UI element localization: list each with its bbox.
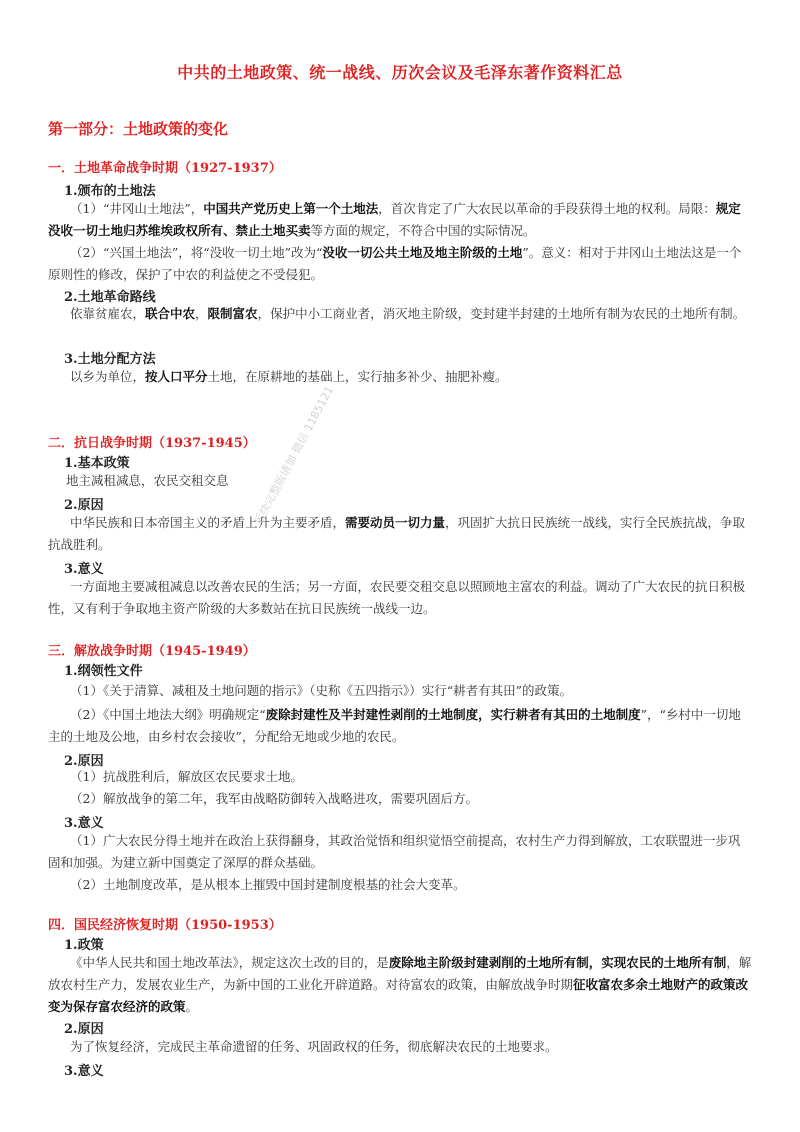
section-3-heading: 三．解放战争时期（1945-1949） xyxy=(48,644,256,659)
s2-sub-2: 2.原因 xyxy=(64,498,104,513)
watermark: 后续完整版请加 微信 1185121 xyxy=(251,384,337,528)
s2-para-3: 一方面地主要减租减息以改善农民的生活；另一方面，农民要交租交息以照顾地主富农的利益。调动了广大农民的抗日积极性，又有利于争取地主资产阶级的大多数站在抗日民族统一战线一边。 xyxy=(48,579,746,616)
section-1-heading: 一．土地革命战争时期（1927-1937） xyxy=(48,161,282,176)
s4-sub-3: 3.意义 xyxy=(64,1064,104,1079)
s3-para-6: （2）土地制度改革，是从根本上摧毁中国封建制度根基的社会大变革。 xyxy=(70,877,466,892)
s1-sub-1: 1.颁布的土地法 xyxy=(64,184,156,199)
s2-sub-3: 3.意义 xyxy=(64,562,104,577)
s3-para-2: （2）《中国土地法大纲》明确规定“废除封建性及半封建性剥削的土地制度，实行耕者有其田的土地制度”，“乡村中一切地主的土地及公地，由乡村农会接收”，分配给无地或少地的农民。 xyxy=(48,707,741,744)
s3-sub-2: 2.原因 xyxy=(64,754,104,769)
s2-para-1: 地主减租减息，农民交租交息 xyxy=(66,473,229,488)
document-title: 中共的土地政策、统一战线、历次会议及毛泽东著作资料汇总 xyxy=(177,63,623,82)
s4-sub-2: 2.原因 xyxy=(64,1022,104,1037)
s1-para-1: （1）“井冈山土地法”，中国共产党历史上第一个土地法，首次肯定了广大农民以革命的手段获得土地的权利。局限：规定没收一切土地归苏维埃政权所有、禁止土地买卖等方面的规定，不符合中国的实际情况。 xyxy=(48,201,741,238)
section-4-heading: 四．国民经济恢复时期（1950-1953） xyxy=(48,918,282,933)
s3-para-5: （1）广大农民分得土地并在政治上获得翻身，其政治觉悟和组织觉悟空前提高，农村生产力得到解放，工农联盟进一步巩固和加强。为建立新中国奠定了深厚的群众基础。 xyxy=(48,833,741,870)
s1-sub-2: 2.土地革命路线 xyxy=(64,290,156,305)
s4-sub-1: 1.政策 xyxy=(64,938,104,953)
s3-para-1: （1）《关于清算、减租及土地问题的指示》（史称《五四指示》）实行“耕者有其田”的政策。 xyxy=(70,683,572,698)
s3-sub-3: 3.意义 xyxy=(64,816,104,831)
part-heading: 第一部分：土地政策的变化 xyxy=(48,120,229,138)
s1-sub-3: 3.土地分配方法 xyxy=(64,352,156,367)
section-2-heading: 二．抗日战争时期（1937-1945） xyxy=(48,436,256,451)
s4-para-2: 为了恢复经济，完成民主革命遗留的任务、巩固政权的任务，彻底解决农民的土地要求。 xyxy=(70,1039,558,1054)
s3-para-4: （2）解放战争的第二年，我军由战略防御转入战略进攻，需要巩固后方。 xyxy=(70,791,478,806)
s1-para-3: 依靠贫雇农，联合中农，限制富农，保护中小工商业者，消灭地主阶级，变封建半封建的土地所有制为农民的土地所有制。 xyxy=(70,306,746,321)
s2-sub-1: 1.基本政策 xyxy=(64,456,130,471)
s3-para-3: （1）抗战胜利后，解放区农民要求土地。 xyxy=(70,769,303,784)
s4-para-1: 《中华人民共和国土地改革法》，规定这次土改的目的，是废除地主阶级封建剥削的土地所有制，实现农民的土地所有制，解放农村生产力，发展农业生产，为新中国的工业化开辟道路。对待富农的政策，由解放战争时期征收富农多余土地财产的政策改变为保存富农经济的政策。 xyxy=(48,955,752,1014)
s3-sub-1: 1.纲领性文件 xyxy=(64,664,143,679)
s1-para-4: 以乡为单位，按人口平分土地，在原耕地的基础上，实行抽多补少、抽肥补瘦。 xyxy=(70,369,508,384)
s2-para-2: 中华民族和日本帝国主义的矛盾上升为主要矛盾，需要动员一切力量，巩固扩大抗日民族统一战线，实行全民族抗战，争取抗战胜利。 xyxy=(48,515,746,552)
s1-para-2: （2）“兴国土地法”，将“没收一切土地”改为“没收一切公共土地及地主阶级的土地”。意义：相对于井冈山土地法这是一个原则性的修改，保护了中农的利益使之不受侵犯。 xyxy=(48,245,742,282)
